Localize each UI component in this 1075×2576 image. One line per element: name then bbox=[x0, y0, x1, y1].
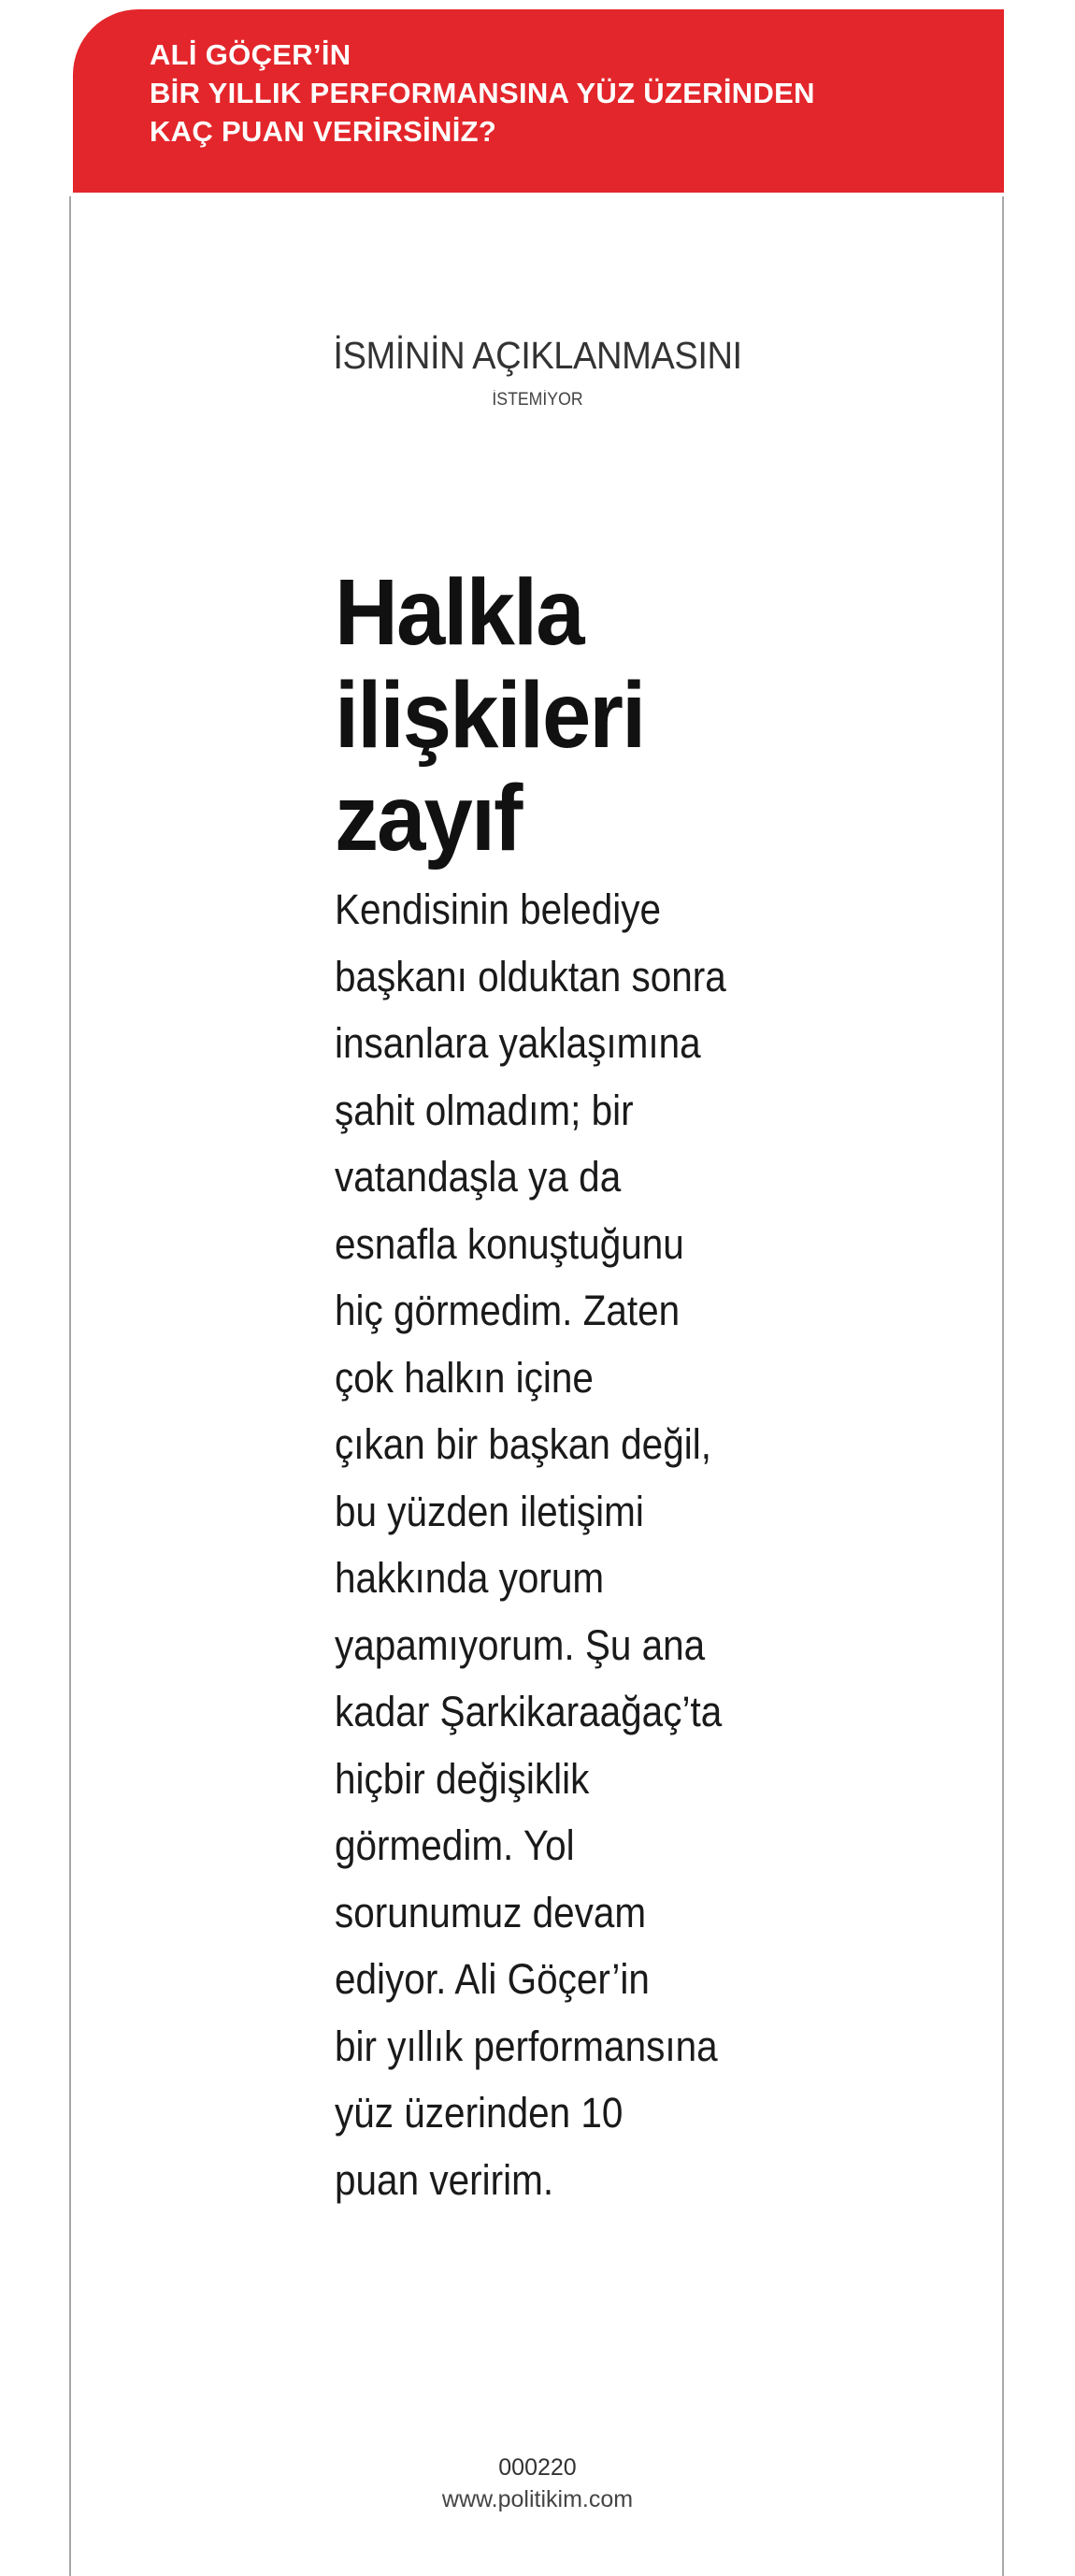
headline-line: ilişkileri bbox=[335, 663, 645, 768]
body-line: kadar Şarkikaraağaç’ta bbox=[335, 1688, 723, 1735]
body-line: vatandaşla ya da bbox=[335, 1153, 622, 1201]
banner-line: BİR YILLIK PERFORMANSINA YÜZ ÜZERİNDEN bbox=[150, 77, 815, 109]
site-url[interactable]: www.politikim.com bbox=[441, 2486, 634, 2512]
headline-line: zayıf bbox=[335, 766, 522, 871]
body-line: esnafla konuştuğunu bbox=[335, 1219, 684, 1268]
quote-body bbox=[335, 876, 806, 2213]
body-line: bir yıllık performansına bbox=[335, 2022, 718, 2070]
body-line: Kendisinin belediye bbox=[335, 885, 662, 933]
body-line: puan veririm. bbox=[335, 2155, 554, 2204]
body-line: yapamıyorum. Şu ana bbox=[335, 1620, 706, 1669]
body-line: başkanı olduktan sonra bbox=[335, 952, 726, 1000]
respondent-note: İSTEMİYOR bbox=[492, 390, 583, 410]
article-code: 000220 bbox=[498, 2454, 577, 2481]
banner-line: ALİ GÖÇER’İN bbox=[150, 38, 351, 71]
body-line: görmedim. Yol bbox=[335, 1821, 575, 1869]
body-line: çıkan bir başkan değil, bbox=[335, 1420, 711, 1468]
body-line: hiçbir değişiklik bbox=[335, 1754, 590, 1803]
body-line: hakkında yorum bbox=[335, 1554, 605, 1602]
body-line: hiç görmedim. Zaten bbox=[335, 1287, 681, 1334]
respondent-name: İSMİNİN AÇIKLANMASINI bbox=[333, 334, 742, 377]
question-banner bbox=[73, 9, 1004, 193]
headline bbox=[335, 561, 826, 870]
body-line: şahit olmadım; bir bbox=[335, 1086, 634, 1134]
headline-line: Halkla bbox=[335, 560, 583, 665]
body-line: çok halkın içine bbox=[335, 1353, 594, 1402]
body-line: bu yüzden iletişimi bbox=[335, 1487, 644, 1535]
body-line: insanlara yaklaşımına bbox=[335, 1019, 701, 1067]
body-line: sorunumuz devam bbox=[335, 1888, 647, 1936]
banner-line: KAÇ PUAN VERİRSİNİZ? bbox=[150, 115, 497, 148]
body-line: yüz üzerinden 10 bbox=[335, 2089, 624, 2137]
body-line: ediyor. Ali Göçer’in bbox=[335, 1955, 650, 2003]
